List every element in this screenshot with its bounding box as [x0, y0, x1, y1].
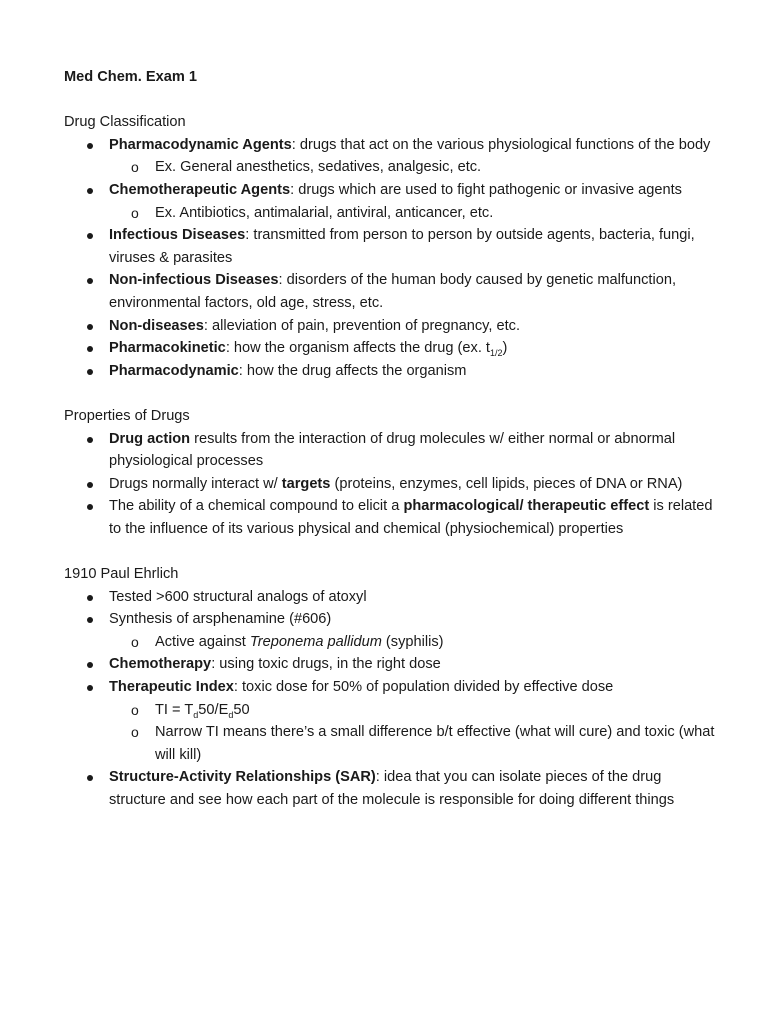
term: Pharmacokinetic	[109, 340, 226, 357]
section-drug-classification	[64, 111, 718, 382]
list-item	[64, 495, 718, 540]
sub-text: Ex. General anesthetics, sedatives, analgesic, etc.	[155, 159, 482, 176]
bullet-icon	[87, 482, 93, 488]
sub-text: Ex. Antibiotics, antimalarial, antiviral, anticancer, etc.	[155, 204, 494, 221]
term: Drug action	[109, 430, 191, 447]
definition: : disorders of the human body caused by genetic malfunction, environmental factors, old age, stress, etc.	[109, 272, 677, 311]
term: Chemotherapeutic Agents	[109, 181, 291, 198]
item-text: Tested >600 structural analogs of atoxyl	[109, 588, 367, 605]
section-properties-of-drugs	[64, 405, 718, 541]
sub-list-item	[109, 721, 718, 766]
sub-list-item	[109, 631, 718, 654]
sub-list	[109, 202, 718, 225]
list-item	[64, 269, 718, 314]
list-item	[64, 179, 718, 224]
circle-bullet-icon: o	[131, 724, 139, 741]
bullet-icon	[87, 143, 93, 149]
list-item	[64, 676, 718, 766]
list-item	[64, 608, 718, 653]
sub-list	[109, 631, 718, 654]
formula-subscript: d	[228, 709, 234, 720]
bullet-icon	[87, 437, 93, 443]
list-item	[64, 766, 718, 811]
list-item	[64, 134, 718, 179]
subscript: 1/2	[490, 348, 503, 359]
list-item	[64, 337, 718, 360]
definition: : using toxic drugs, in the right dose	[211, 656, 441, 673]
formula-part: 50	[233, 701, 250, 718]
term: Therapeutic Index	[109, 679, 234, 696]
bullet-icon	[87, 504, 93, 510]
definition: : alleviation of pain, prevention of pregnancy, etc.	[203, 317, 521, 334]
sub-text: Active against	[155, 633, 250, 650]
term: targets	[281, 475, 331, 492]
term: Pharmacodynamic Agents	[109, 136, 292, 153]
sub-text-end: (syphilis)	[381, 633, 444, 650]
text-prefix: Drugs normally interact w/	[109, 475, 282, 492]
sub-list-item	[109, 202, 718, 225]
definition: results from the interaction of drug molecules w/ either normal or abnormal physiological processes	[109, 430, 676, 470]
formula-part: 50/E	[198, 701, 229, 718]
definition: : toxic dose for 50% of population divided by effective dose	[233, 679, 614, 696]
section-heading: 1910 Paul Ehrlich	[64, 566, 179, 583]
sub-list-item	[109, 156, 718, 179]
formula-subscript: d	[193, 709, 199, 720]
circle-bullet-icon: o	[131, 701, 139, 718]
bullet-list	[64, 134, 718, 383]
bullet-list	[64, 428, 718, 541]
term: Non-diseases	[109, 317, 204, 334]
definition: (proteins, enzymes, cell lipids, pieces of DNA or RNA)	[330, 475, 683, 492]
sub-list	[109, 699, 718, 767]
sub-list-item	[109, 699, 718, 722]
text-prefix: The ability of a chemical compound to elicit a	[109, 498, 404, 515]
definition: : how the drug affects the organism	[238, 362, 467, 379]
list-item	[64, 473, 718, 496]
bullet-icon	[87, 662, 93, 668]
bullet-icon	[87, 369, 93, 375]
term: Non-infectious Diseases	[109, 272, 279, 289]
list-item	[64, 360, 718, 383]
term: pharmacological/ therapeutic effect	[403, 498, 650, 515]
definition-end: )	[502, 340, 508, 357]
bullet-icon	[87, 775, 93, 781]
bullet-icon	[87, 346, 93, 352]
term: Chemotherapy	[109, 656, 212, 673]
formula-part: TI = T	[155, 701, 194, 718]
list-item	[64, 315, 718, 338]
bullet-list	[64, 586, 718, 812]
bullet-icon	[87, 685, 93, 691]
circle-bullet-icon: o	[131, 204, 139, 221]
definition: : idea that you can isolate pieces of the drug structure and see how each part of the molecule is responsible for doing different things	[109, 769, 675, 808]
definition: : drugs which are used to fight pathogenic or invasive agents	[290, 181, 682, 198]
bullet-icon	[87, 595, 93, 601]
section-heading: Drug Classification	[64, 114, 186, 131]
bullet-icon	[87, 278, 93, 284]
sub-text: Narrow TI means there’s a small difference b/t effective (what will cure) and toxic (what will kill)	[155, 724, 715, 763]
section-paul-ehrlich	[64, 563, 718, 812]
list-item	[64, 428, 718, 473]
term: Structure-Activity Relationships (SAR)	[109, 769, 376, 786]
sub-list	[109, 156, 718, 179]
species-name: Treponema pallidum	[249, 633, 382, 650]
definition: : how the organism affects the drug (ex. t	[225, 340, 490, 357]
list-item	[64, 224, 718, 269]
definition: : drugs that act on the various physiological functions of the body	[291, 136, 711, 153]
bullet-icon	[87, 617, 93, 623]
definition: is related to the influence of its various physical and chemical (physiochemical) properties	[109, 498, 713, 537]
bullet-icon	[87, 324, 93, 330]
section-heading: Properties of Drugs	[64, 407, 190, 424]
item-text: Synthesis of arsphenamine (#606)	[109, 611, 332, 628]
term: Pharmacodynamic	[109, 362, 239, 379]
list-item	[64, 586, 718, 609]
list-item	[64, 653, 718, 676]
circle-bullet-icon: o	[131, 633, 139, 650]
document-title: Med Chem. Exam 1	[64, 69, 198, 85]
term: Infectious Diseases	[109, 227, 246, 244]
bullet-icon	[87, 188, 93, 194]
definition: : transmitted from person to person by outside agents, bacteria, fungi, viruses & parasites	[109, 227, 695, 266]
circle-bullet-icon: o	[131, 159, 139, 176]
bullet-icon	[87, 233, 93, 239]
